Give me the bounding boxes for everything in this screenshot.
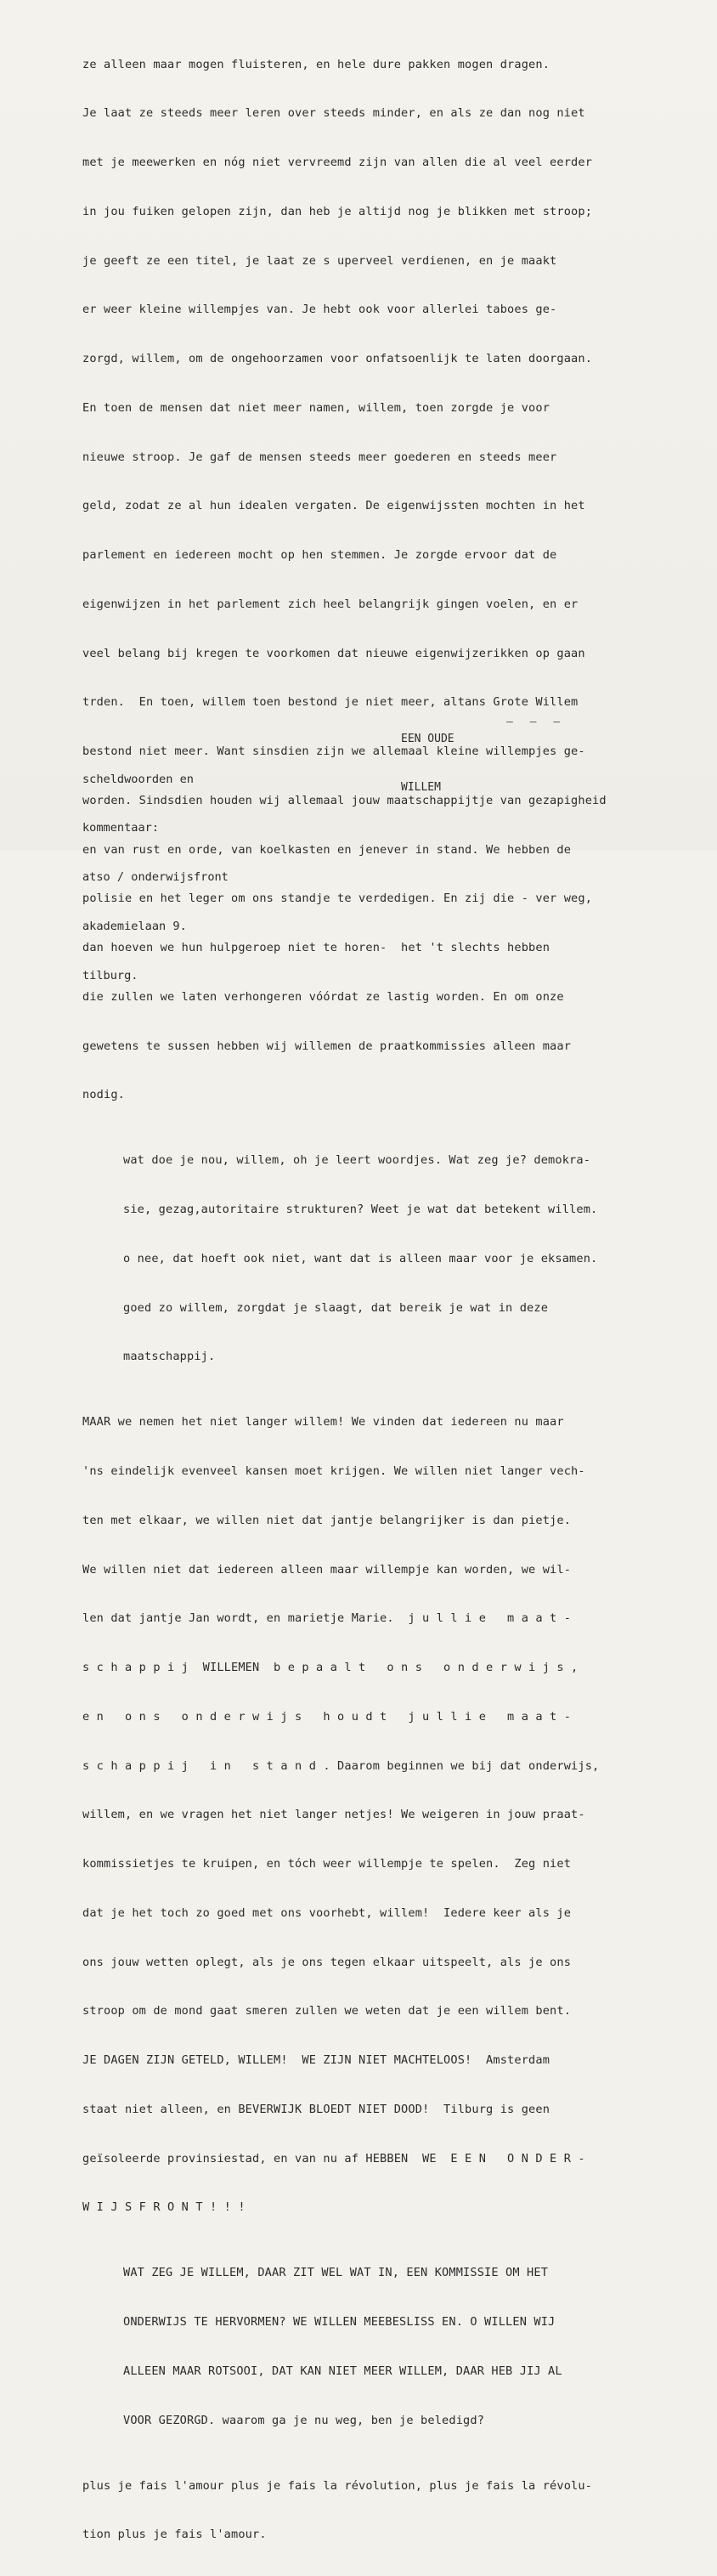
signature-line: EEN OUDE <box>401 733 454 745</box>
text-line: nieuwe stroop. Je gaf de mensen steeds meer goederen en steeds meer <box>82 450 557 464</box>
indented-line: VOOR GEZORGD. waarom ga je nu weg, ben je beledigd? <box>123 2413 485 2427</box>
text-line: JE DAGEN ZIJN GETELD, WILLEM! WE ZIJN NIET MACHTELOOS! Amsterdam <box>82 2053 550 2067</box>
body-text <box>82 24 711 2576</box>
indented-line: maatschappij. <box>123 1350 216 1364</box>
text-line: W I J S F R O N T ! ! ! <box>82 2200 246 2215</box>
text-line: zorgd, willem, om de ongehoorzamen voor onfatsoenlijk te laten doorgaan. <box>82 352 593 365</box>
signature-line: WILLEM <box>401 781 441 794</box>
text-line: e n o n s o n d e r w i j s h o u d t j u l l i e m a a t - <box>82 1709 572 1724</box>
text-line: en van rust en orde, van koelkasten en jenever in stand. We hebben de <box>82 842 572 857</box>
text-line: gewetens te sussen hebben wij willemen de praatkommissies alleen maar <box>82 1039 572 1053</box>
text-line: die zullen we laten verhongeren vóórdat ze lastig worden. En om onze <box>82 989 564 1004</box>
text-line: MAAR we nemen het niet langer willem! We vinden dat iedereen nu maar <box>82 1415 564 1430</box>
footer-address <box>82 739 229 1017</box>
text-line: kommissietjes te kruipen, en tóch weer willempje te spelen. Zeg niet <box>82 1857 572 1871</box>
footer-line: atso / onderwijsfront <box>82 870 229 885</box>
text-line: ze alleen maar mogen fluisteren, en hele dure pakken mogen dragen. <box>82 57 550 71</box>
footer-line: akademielaan 9. <box>82 920 187 934</box>
signature <box>401 699 454 828</box>
text-line: in jou fuiken gelopen zijn, dan heb je altijd nog je blikken met stroop; <box>82 204 593 218</box>
text-line: 'ns eindelijk evenveel kansen moet krijgen. We willen niet langer vech- <box>82 1464 585 1478</box>
indented-line: goed zo willem, zorgdat je slaagt, dat bereik je wat in deze <box>123 1300 549 1315</box>
text-line: willem, en we vragen het niet langer netjes! We weigeren in jouw praat- <box>82 1808 585 1822</box>
text-line: staat niet alleen, en BEVERWIJK BLOEDT NIET DOOD! Tilburg is geen <box>82 2102 550 2116</box>
text-line: veel belang bij kregen te voorkomen dat nieuwe eigenwijzerikken op gaan <box>82 646 585 660</box>
text-line: len dat jantje Jan wordt, en marietje Marie. j u l l i e m a a t - <box>82 1611 572 1626</box>
text-line: En toen de mensen dat niet meer namen, willem, toen zorgde je voor <box>82 400 550 415</box>
footer-line: tilburg. <box>82 969 138 983</box>
text-line: dan hoeven we hun hulpgeroep niet te horen- het 't slechts hebben <box>82 941 550 954</box>
text-line: plus je fais l'amour plus je fais la révolution, plus je fais la révolu- <box>82 2478 593 2493</box>
text-line: We willen niet dat iedereen alleen maar willempje kan worden, we wil- <box>82 1562 572 1577</box>
text-line: s c h a p p i j i n s t a n d . Daarom beginnen we bij dat onderwijs, <box>82 1758 600 1773</box>
text-line: Je laat ze steeds meer leren over steeds minder, en als ze dan nog niet <box>82 106 585 121</box>
text-line: stroop om de mond gaat smeren zullen we weten dat je een willem bent. <box>82 2004 572 2018</box>
footer-line: kommentaar: <box>82 821 160 835</box>
text-line: tion plus je fais l'amour. <box>82 2528 267 2542</box>
text-line: polisie en het leger om ons standje te verdedigen. En zij die - ver weg, <box>82 892 593 906</box>
text-line: bestond niet meer. Want sinsdien zijn we allemaal kleine willempjes ge- <box>82 744 585 758</box>
indented-line: WAT ZEG JE WILLEM, DAAR ZIT WEL WAT IN, EEN KOMMISSIE OM HET <box>123 2266 549 2280</box>
text-line: dat je het toch zo goed met ons voorhebt, willem! Iedere keer als je <box>82 1905 572 1920</box>
text-line: ons jouw wetten oplegt, als je ons tegen elkaar uitspeelt, als je ons <box>82 1955 572 1969</box>
text-line: trden. En toen, willem toen bestond je niet meer, altans Grote Willem <box>82 695 579 710</box>
footer-line: scheldwoorden en <box>82 772 194 786</box>
text-line: geïsoleerde provinsiestad, en van nu af HEBBEN WE E E N O N D E R - <box>82 2151 585 2166</box>
text-line: parlement en iedereen mocht op hen stemmen. Je zorgde ervoor dat de <box>82 548 557 562</box>
text-line: worden. Sindsdien houden wij allemaal jouw maatschappijtje van gezapigheid <box>82 793 607 807</box>
text-line: eigenwijzen in het parlement zich heel belangrijk gingen voelen, en er <box>82 597 579 611</box>
indented-line: ONDERWIJS TE HERVORMEN? WE WILLEN MEEBESLISS EN. O WILLEN WIJ <box>123 2315 556 2329</box>
text-line: met je meewerken en nóg niet vervreemd zijn van allen die al veel eerder <box>82 156 593 169</box>
indented-line: wat doe je nou, willem, oh je leert woordjes. Wat zeg je? demokra- <box>123 1153 591 1168</box>
signature-mark: — — — <box>506 716 566 728</box>
indented-line: ALLEEN MAAR ROTSOOI, DAT KAN NIET MEER WILLEM, DAAR HEB JIJ AL <box>123 2364 562 2378</box>
text-line: geld, zodat ze al hun idealen vergaten. De eigenwijssten mochten in het <box>82 499 585 513</box>
indented-line: o nee, dat hoeft ook niet, want dat is alleen maar voor je eksamen. <box>123 1251 598 1265</box>
text-line: je geeft ze een titel, je laat ze s uperveel verdienen, en je maakt <box>82 253 557 268</box>
text-line: er weer kleine willempjes van. Je hebt ook voor allerlei taboes ge- <box>82 303 557 317</box>
text-line: s c h a p p i j WILLEMEN b e p a a l t o n s o n d e r w i j s , <box>82 1661 579 1674</box>
text-line: ten met elkaar, we willen niet dat jantje belangrijker is dan pietje. <box>82 1513 572 1527</box>
text-line: nodig. <box>82 1088 126 1102</box>
indented-line: sie, gezag,autoritaire strukturen? Weet je wat dat betekent willem. <box>123 1203 598 1216</box>
